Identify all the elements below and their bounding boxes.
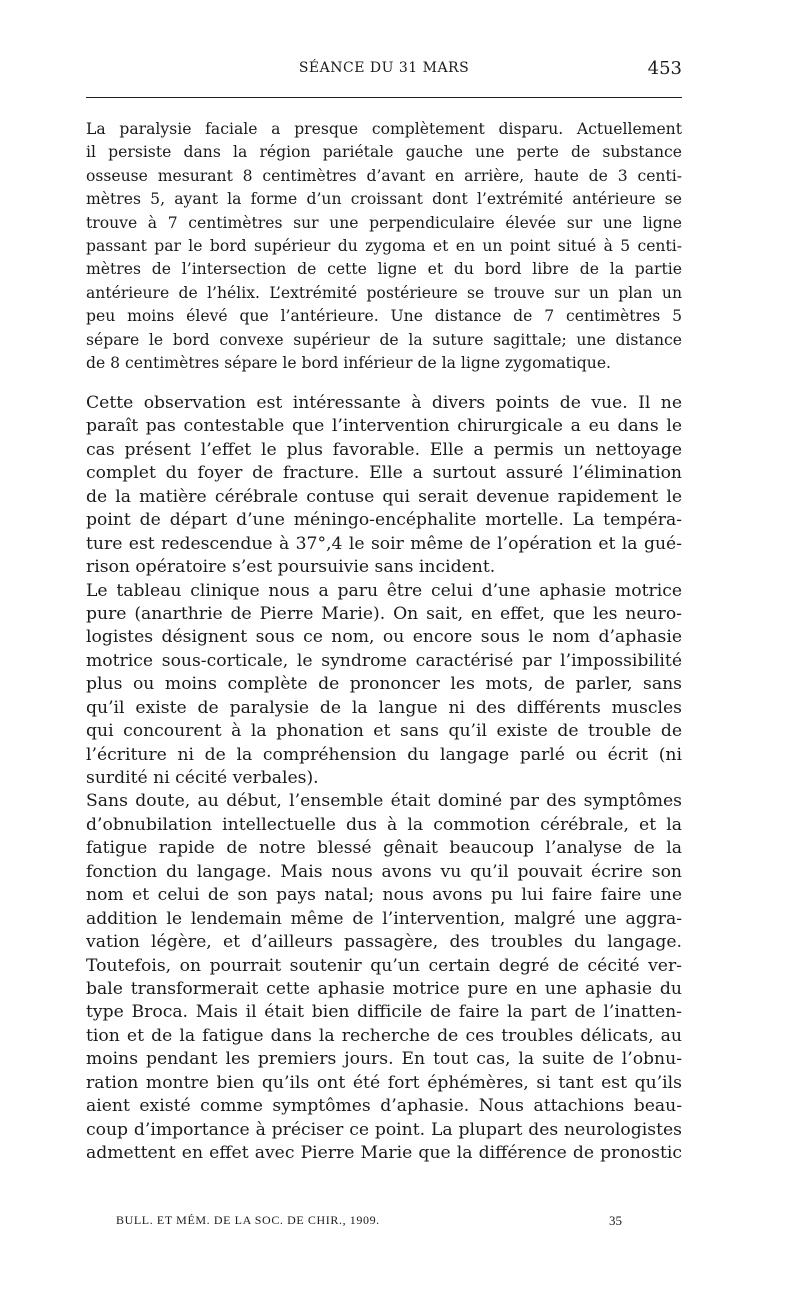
text-line: admettent en effet avec Pierre Marie que la différence de pronostic (86, 1143, 682, 1163)
text-line: qui concourent à la phonation et sans qu’il existe de trouble de (86, 721, 682, 742)
text-line: mètres de l’intersection de cette ligne et du bord libre de la partie (86, 260, 682, 279)
running-header (86, 58, 682, 86)
text-line: tion et de la fatigue dans la recherche de ces troubles délicats, au (86, 1025, 682, 1046)
text-line: mètres 5, ayant la forme d’un croissant dont l’extrémité antérieure se (86, 190, 682, 209)
text-line: type Broca. Mais il était bien difficile de faire la part de l’inatten- (86, 1002, 682, 1023)
text-line: La paralysie faciale a presque complètement disparu. Actuellement (86, 120, 682, 138)
text-line: point de départ d’une méningo-encéphalite mortelle. La tempéra- (86, 510, 682, 531)
text-line: motrice sous-corticale, le syndrome caractérisé par l’impossibilité (86, 650, 682, 671)
text-line: logistes désignent sous ce nom, ou encore sous le nom d’aphasie (86, 627, 682, 648)
text-line: d’obnubilation intellectuelle dus à la commotion cérébrale, et la (86, 814, 682, 835)
text-line: surdité ni cécité verbales). (86, 768, 319, 788)
text-line: coup d’importance à préciser ce point. La plupart des neurologistes (86, 1119, 682, 1140)
text-line: trouve à 7 centimètres sur une perpendiculaire élevée sur une ligne (86, 213, 682, 232)
text-line: nom et celui de son pays natal; nous avons pu lui faire faire une (86, 885, 682, 906)
text-line: il persiste dans la région pariétale gauche une perte de substance (86, 143, 682, 162)
text-line: addition le lendemain même de l’intervention, malgré une aggra- (86, 908, 682, 929)
paragraph-small-print (86, 118, 682, 375)
page-footer (86, 1213, 682, 1233)
text-line: plus ou moins complète de prononcer les mots, de parler, sans (86, 674, 682, 695)
header-rule (86, 97, 682, 98)
journal-reference: BULL. ET MÉM. DE LA SOC. DE CHIR., 1909. (116, 1213, 380, 1227)
text-line: complet du foyer de fracture. Elle a surtout assuré l’élimination (86, 463, 682, 484)
text-line: de 8 centimètres sépare le bord inférieur de la ligne zygomatique. (86, 353, 612, 372)
text-line: moins pendant les premiers jours. En tout cas, la suite de l’obnu- (86, 1049, 682, 1070)
text-line: pure (anarthrie de Pierre Marie). On sait, en effet, que les neuro- (86, 603, 682, 624)
text-line: l’écriture ni de la compréhension du langage parlé ou écrit (ni (86, 744, 682, 765)
running-title: SÉANCE DU 31 MARS (298, 60, 470, 76)
text-line: de la matière cérébrale contuse qui serait devenue rapidement le (86, 486, 682, 507)
text-line: ture est redescendue à 37°,4 le soir même de l’opération et la gué- (86, 533, 682, 554)
text-line: rison opératoire s’est poursuivie sans incident. (86, 557, 496, 578)
signature-mark: 35 (609, 1213, 622, 1228)
text-line: osseuse mesurant 8 centimètres d’avant en arrière, haute de 3 centi- (86, 166, 682, 185)
text-line: bale transformerait cette aphasie motrice pure en une aphasie du (86, 978, 682, 999)
text-line: qu’il existe de paralysie de la langue ni des différents muscles (86, 697, 682, 718)
text-line: paraît pas contestable que l’intervention chirurgicale a eu dans le (86, 416, 682, 437)
text-line: ration montre bien qu’ils ont été fort éphémères, si tant est qu’ils (86, 1072, 682, 1093)
text-line: Cette observation est intéressante à divers points de vue. Il ne (86, 393, 682, 413)
text-line: antérieure de l’hélix. L’extrémité postérieure se trouve sur un plan un (86, 283, 682, 302)
text-line: aient existé comme symptômes d’aphasie. Nous attachions beau- (86, 1096, 682, 1117)
text-line: Sans doute, au début, l’ensemble était dominé par des symptômes (86, 791, 682, 812)
text-line: sépare le bord convexe supérieur de la suture sagittale; une distance (86, 330, 682, 349)
text-line: fatigue rapide de notre blessé gênait beaucoup l’analyse de la (86, 838, 682, 859)
page-number: 453 (647, 58, 682, 79)
text-line: fonction du langage. Mais nous avons vu qu’il pouvait écrire son (86, 861, 682, 882)
text-line: Toutefois, on pourrait soutenir qu’un certain degré de cécité ver- (86, 955, 682, 976)
paragraph-main-text (86, 392, 682, 1165)
text-line: passant par le bord supérieur du zygoma et en un point situé à 5 centi- (86, 236, 682, 255)
text-line: vation légère, et d’ailleurs passagère, des troubles du langage. (86, 932, 682, 953)
text-line: cas présent l’effet le plus favorable. Elle a permis un nettoyage (86, 439, 682, 460)
text-line: peu moins élevé que l’antérieure. Une distance de 7 centimètres 5 (86, 307, 682, 326)
text-line: Le tableau clinique nous a paru être celui d’une aphasie motrice (86, 580, 682, 601)
